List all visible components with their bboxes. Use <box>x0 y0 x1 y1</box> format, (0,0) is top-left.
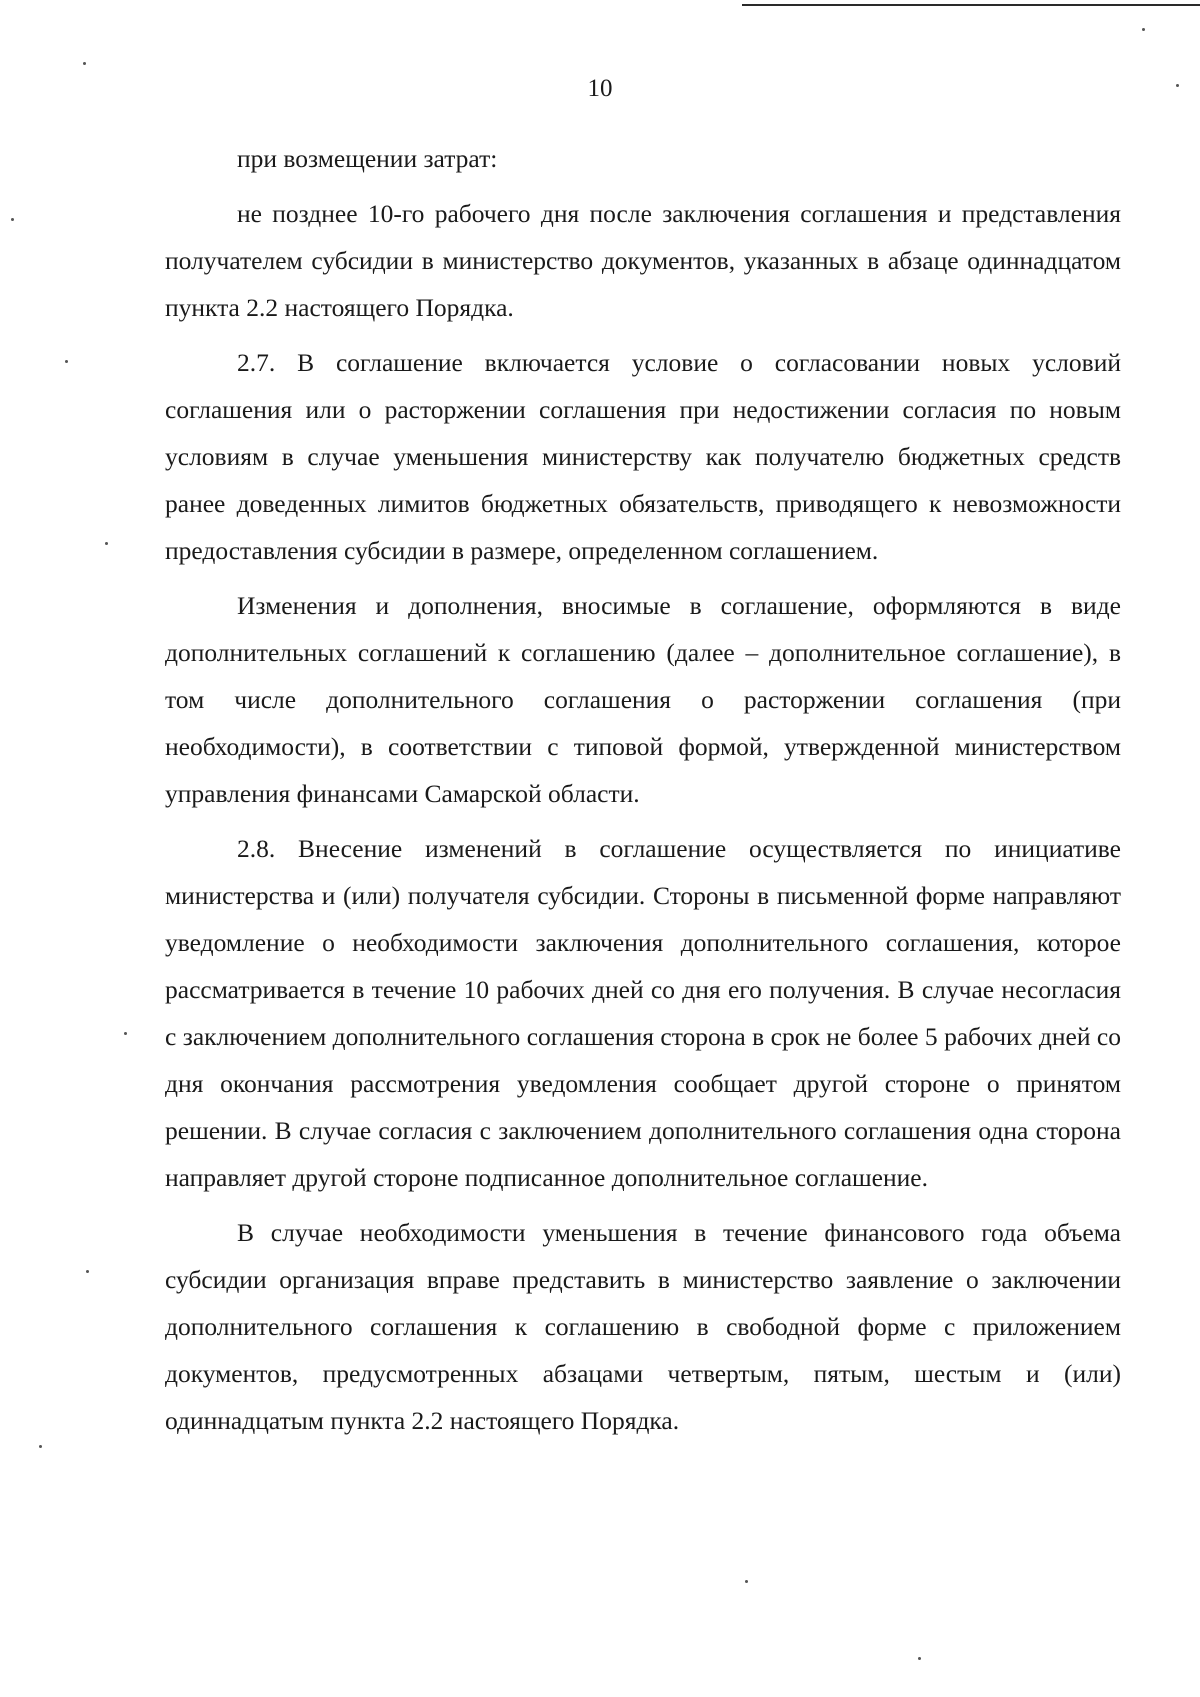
top-border-line <box>742 4 1200 6</box>
paragraph-2-8: 2.8. Внесение изменений в соглашение осуществляется по инициативе министерства и (или) получателя субсидии. Стороны в письменной форме направляют уведомление о необходимости заключения дополнительного соглашения, которое рассматривается в течение 10 рабочих дней со дня его получения. В случае несогласия с заключением дополнительного соглашения сторона в срок не более 5 рабочих дней со дня окончания рассмотрения уведомления сообщает другой стороне о принятом решении. В случае согласия с заключением дополнительного соглашения одна сторона направляет другой стороне подписанное дополнительное соглашение. <box>165 834 1121 1192</box>
scan-speck <box>39 1445 42 1448</box>
paragraph-2-7: 2.7. В соглашение включается условие о согласовании новых условий соглашения или о расторжении соглашения при недостижении согласия по новым условиям в случае уменьшения министерству как получателю бюджетных средств ранее доведенных лимитов бюджетных обязательств, приводящего к невозможности предоставления субсидии в размере, определенном соглашением. <box>165 348 1121 565</box>
paragraph-amendments: Изменения и дополнения, вносимые в соглашение, оформляются в виде дополнительных соглашений к соглашению (далее – дополнительное соглашение), в том числе дополнительного соглашения о расторжении соглашения (при необходимости), в соответствии с типовой формой, утвержденной министерством управления финансами Самарской области. <box>165 591 1121 808</box>
scan-speck <box>1142 28 1145 31</box>
scan-speck <box>86 1270 89 1273</box>
paragraph-deadline: не позднее 10-го рабочего дня после заключения соглашения и представления получателем субсидии в министерство документов, указанных в абзаце одиннадцатом пункта 2.2 настоящего Порядка. <box>165 199 1121 322</box>
page-number: 10 <box>587 75 613 102</box>
scan-speck <box>83 62 86 65</box>
scan-speck <box>65 360 68 363</box>
paragraph-subsidy-reduction: В случае необходимости уменьшения в течение финансового года объема субсидии организация вправе представить в министерство заявление о заключении дополнительного соглашения к соглашению в свободной форме с приложением документов, предусмотренных абзацами четвертым, пятым, шестым и (или) одиннадцатым пункта 2.2 настоящего Порядка. <box>165 1218 1121 1435</box>
scan-speck <box>1176 84 1179 87</box>
scan-speck <box>11 218 14 221</box>
scan-speck <box>124 1032 127 1035</box>
document-body <box>165 135 1121 1452</box>
scan-speck <box>918 1657 921 1660</box>
scan-speck <box>745 1580 748 1583</box>
paragraph-reimbursement-intro: при возмещении затрат: <box>237 144 498 173</box>
scan-speck <box>105 542 108 545</box>
